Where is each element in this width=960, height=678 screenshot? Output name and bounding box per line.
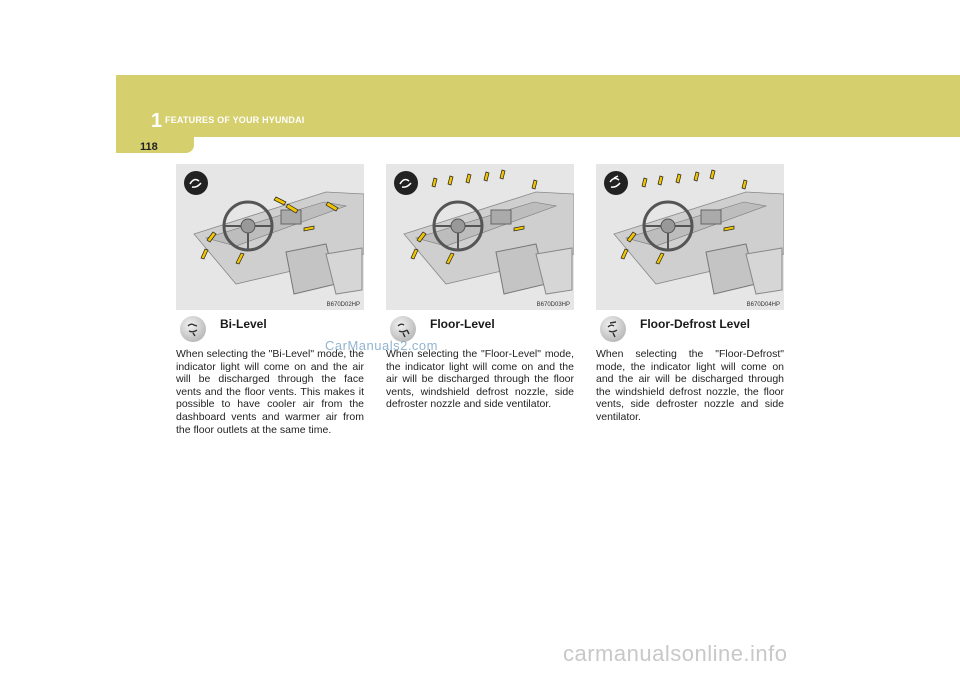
dashboard-airflow-drawing bbox=[596, 164, 784, 310]
watermark-bottom: carmanualsonline.info bbox=[563, 641, 788, 666]
bi-level-mode-icon bbox=[180, 316, 206, 342]
dashboard-illustration bbox=[386, 164, 574, 310]
dashboard-illustration bbox=[176, 164, 364, 310]
floor-defrost-mode-icon bbox=[600, 316, 626, 342]
mode-heading bbox=[596, 312, 784, 348]
mode-title: Bi-Level bbox=[220, 317, 267, 331]
dashboard-airflow-drawing bbox=[386, 164, 574, 310]
section-floor-level bbox=[386, 164, 574, 411]
chapter-title: FEATURES OF YOUR HYUNDAI bbox=[165, 115, 305, 125]
figure-code: B670D02HP bbox=[326, 302, 360, 308]
mode-title: Floor-Level bbox=[430, 317, 495, 331]
mode-description: When selecting the "Bi-Level" mode, the indicator light will come on and the air will be discharged through the face vents and the floor vents. This makes it possible to have cooler air from the dashboard vents and warmer air from the floor outlets at the same time. bbox=[176, 348, 364, 436]
dashboard-airflow-drawing bbox=[176, 164, 364, 310]
section-floor-defrost-level bbox=[596, 164, 784, 424]
chapter-number: 1 bbox=[151, 110, 163, 132]
mode-description: When selecting the "Floor-Defrost" mode, the indicator light will come on and the air will be discharged through the windshield defrost nozzle, the floor vents, side defroster nozzle and side ventilator. bbox=[596, 348, 784, 423]
figure-code: B670D04HP bbox=[746, 302, 780, 308]
watermark-top: CarManuals2.com bbox=[325, 338, 438, 353]
section-bi-level bbox=[176, 164, 364, 436]
mode-description: When selecting the "Floor-Level" mode, the indicator light will come on and the air will be discharged through the floor vents, windshield defrost nozzle, side defroster nozzle and side ventilator. bbox=[386, 348, 574, 411]
figure-code: B670D03HP bbox=[536, 302, 570, 308]
header-band bbox=[116, 75, 960, 137]
mode-title: Floor-Defrost Level bbox=[640, 317, 751, 331]
page-number: 118 bbox=[140, 141, 158, 153]
dashboard-illustration bbox=[596, 164, 784, 310]
